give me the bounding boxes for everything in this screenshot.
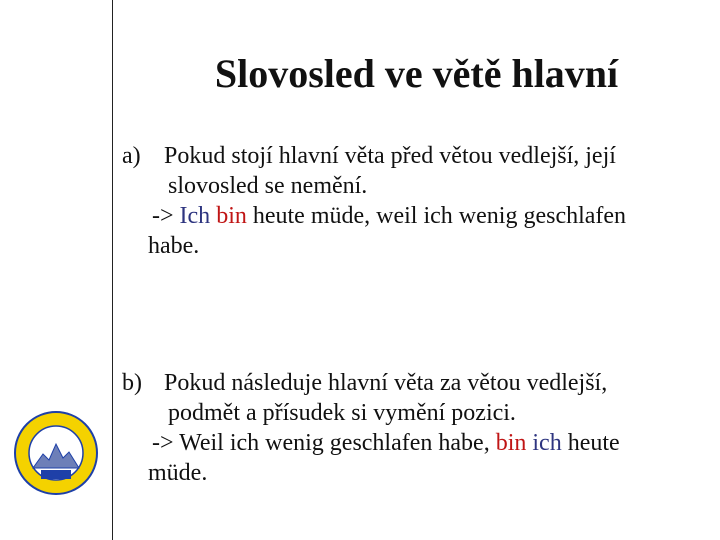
section-a-example: -> Ich bin heute müde, weil ich wenig geschlafen <box>152 203 627 229</box>
section-b-example-end: müde. <box>148 460 208 486</box>
left-sidebar-strip <box>0 0 113 540</box>
highlight-bin: bin <box>216 203 247 229</box>
section-b <box>122 368 714 488</box>
highlight-ich: Ich <box>179 203 211 229</box>
section-a-line2: slovosled se nemění. <box>168 173 368 199</box>
section-a <box>122 141 714 261</box>
highlight-ich: ich <box>532 430 562 456</box>
highlight-bin: bin <box>495 430 527 456</box>
section-b-line1: b) Pokud následuje hlavní věta za větou vedlejší, <box>122 370 608 396</box>
school-emblem-icon <box>13 410 99 496</box>
section-a-marker: a) <box>122 143 141 169</box>
section-b-example: -> Weil ich wenig geschlafen habe, bin ich heute <box>152 430 620 456</box>
section-a-line1: a) Pokud stojí hlavní věta před větou vedlejší, její <box>122 143 616 169</box>
section-a-example-end: habe. <box>148 233 200 259</box>
slide-title: Slovosled ve větě hlavní <box>214 51 619 96</box>
section-b-line2: podmět a přísudek si vymění pozici. <box>168 400 516 426</box>
section-b-marker: b) <box>122 370 142 396</box>
